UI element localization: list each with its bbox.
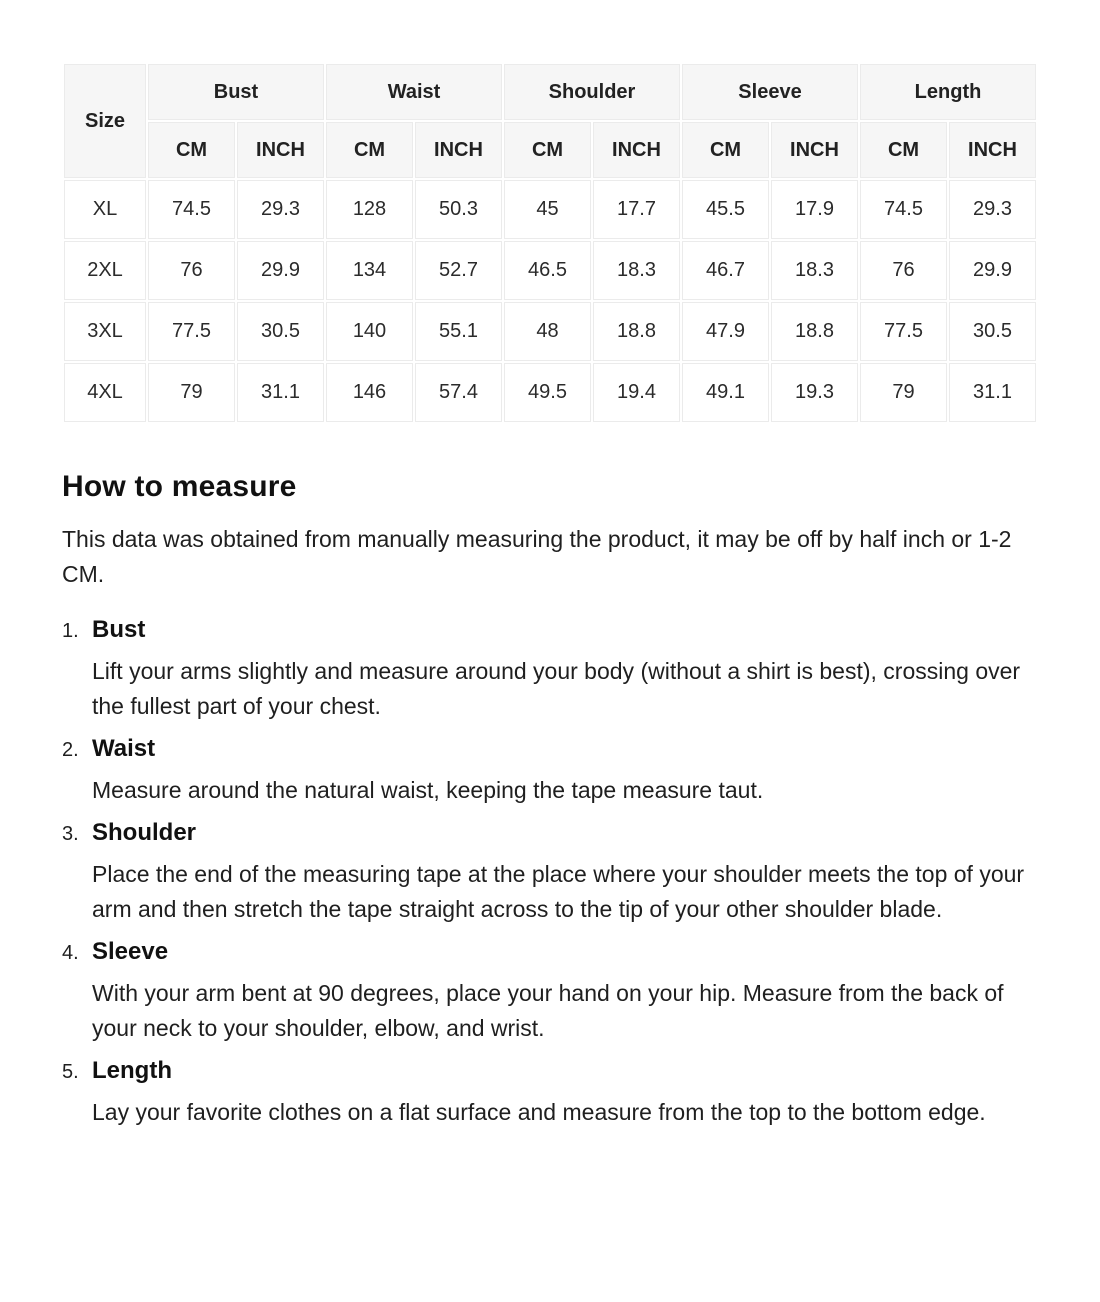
unit-header-cm: CM [860,122,947,178]
size-chart-row [64,241,1036,300]
column-header-length: Length [860,64,1036,120]
measure-step-length [62,1057,1038,1130]
step-heading [62,819,1038,847]
size-chart-row [64,302,1036,361]
size-cell: XL [64,180,146,239]
measurement-cell: 79 [148,363,235,422]
measurement-cell: 19.3 [771,363,858,422]
measurement-cell: 17.9 [771,180,858,239]
step-description: Lay your favorite clothes on a flat surface and measure from the top to the bottom edge. [92,1099,986,1125]
step-term: Bust [92,616,146,643]
size-chart-body [64,180,1036,422]
size-column-header: Size [64,64,146,178]
unit-header-cm: CM [148,122,235,178]
measure-step-sleeve [62,938,1038,1046]
measure-steps-list [62,616,1038,1130]
measurement-cell: 17.7 [593,180,680,239]
step-description: Lift your arms slightly and measure around your body (without a shirt is best), crossing over the fullest part of your chest. [92,658,1021,719]
measurement-cell: 74.5 [860,180,947,239]
measurement-cell: 55.1 [415,302,502,361]
size-cell: 4XL [64,363,146,422]
measurement-cell: 29.3 [949,180,1036,239]
measurement-cell: 18.8 [771,302,858,361]
unit-header-inch: INCH [415,122,502,178]
measurement-cell: 29.9 [949,241,1036,300]
measurement-cell: 31.1 [237,363,324,422]
measurement-cell: 74.5 [148,180,235,239]
measurement-cell: 76 [148,241,235,300]
unit-header-inch: INCH [593,122,680,178]
measurement-cell: 76 [860,241,947,300]
measurement-cell: 50.3 [415,180,502,239]
column-header-bust: Bust [148,64,324,120]
measurement-cell: 128 [326,180,413,239]
measurement-cell: 19.4 [593,363,680,422]
step-heading [62,616,1038,644]
column-header-sleeve: Sleeve [682,64,858,120]
measurement-cell: 134 [326,241,413,300]
step-term: Sleeve [92,938,169,965]
measurement-cell: 57.4 [415,363,502,422]
measurement-cell: 77.5 [860,302,947,361]
measurement-cell: 18.3 [771,241,858,300]
measurement-cell: 47.9 [682,302,769,361]
step-term: Waist [92,735,156,762]
measurement-cell: 140 [326,302,413,361]
step-heading [62,735,1038,763]
step-number: 4. [62,942,79,964]
size-chart-row [64,180,1036,239]
step-number: 5. [62,1061,79,1083]
unit-header-cm: CM [682,122,769,178]
unit-header-cm: CM [326,122,413,178]
unit-header-inch: INCH [949,122,1036,178]
unit-header-cm: CM [504,122,591,178]
measurement-cell: 48 [504,302,591,361]
size-chart-header [64,64,1036,178]
size-chart-row [64,363,1036,422]
unit-header-inch: INCH [771,122,858,178]
measurement-cell: 30.5 [237,302,324,361]
measurement-cell: 77.5 [148,302,235,361]
measurement-cell: 49.1 [682,363,769,422]
unit-header-inch: INCH [237,122,324,178]
step-number: 1. [62,620,79,642]
measurement-cell: 45 [504,180,591,239]
measure-step-waist [62,735,1038,808]
measurement-cell: 146 [326,363,413,422]
step-number: 3. [62,823,79,845]
measurement-cell: 18.3 [593,241,680,300]
step-number: 2. [62,739,79,761]
measurement-cell: 52.7 [415,241,502,300]
size-cell: 2XL [64,241,146,300]
how-to-measure-intro: This data was obtained from manually measuring the product, it may be off by half inch or 1-2 CM. [62,526,1012,587]
step-description: Place the end of the measuring tape at the place where your shoulder meets the top of your arm and then stretch the tape straight across to the tip of your other shoulder blade. [92,861,1025,922]
header-unit-row [64,122,1036,178]
measurement-cell: 49.5 [504,363,591,422]
column-header-waist: Waist [326,64,502,120]
measurement-cell: 29.3 [237,180,324,239]
step-term: Shoulder [92,819,197,846]
how-to-measure-title: How to measure [62,470,297,503]
step-heading [62,938,1038,966]
step-term: Length [92,1057,172,1084]
step-heading [62,1057,1038,1085]
measurement-cell: 29.9 [237,241,324,300]
measurement-cell: 45.5 [682,180,769,239]
step-description: Measure around the natural waist, keeping the tape measure taut. [92,777,764,803]
measurement-cell: 46.7 [682,241,769,300]
measurement-cell: 46.5 [504,241,591,300]
column-header-shoulder: Shoulder [504,64,680,120]
header-group-row [64,64,1036,120]
measurement-cell: 18.8 [593,302,680,361]
size-cell: 3XL [64,302,146,361]
measurement-cell: 30.5 [949,302,1036,361]
step-description: With your arm bent at 90 degrees, place your hand on your hip. Measure from the back of your neck to your shoulder, elbow, and wrist. [92,980,1004,1041]
measure-step-bust [62,616,1038,724]
measurement-cell: 79 [860,363,947,422]
measurement-cell: 31.1 [949,363,1036,422]
measure-step-shoulder [62,819,1038,927]
size-chart-table [62,62,1038,424]
